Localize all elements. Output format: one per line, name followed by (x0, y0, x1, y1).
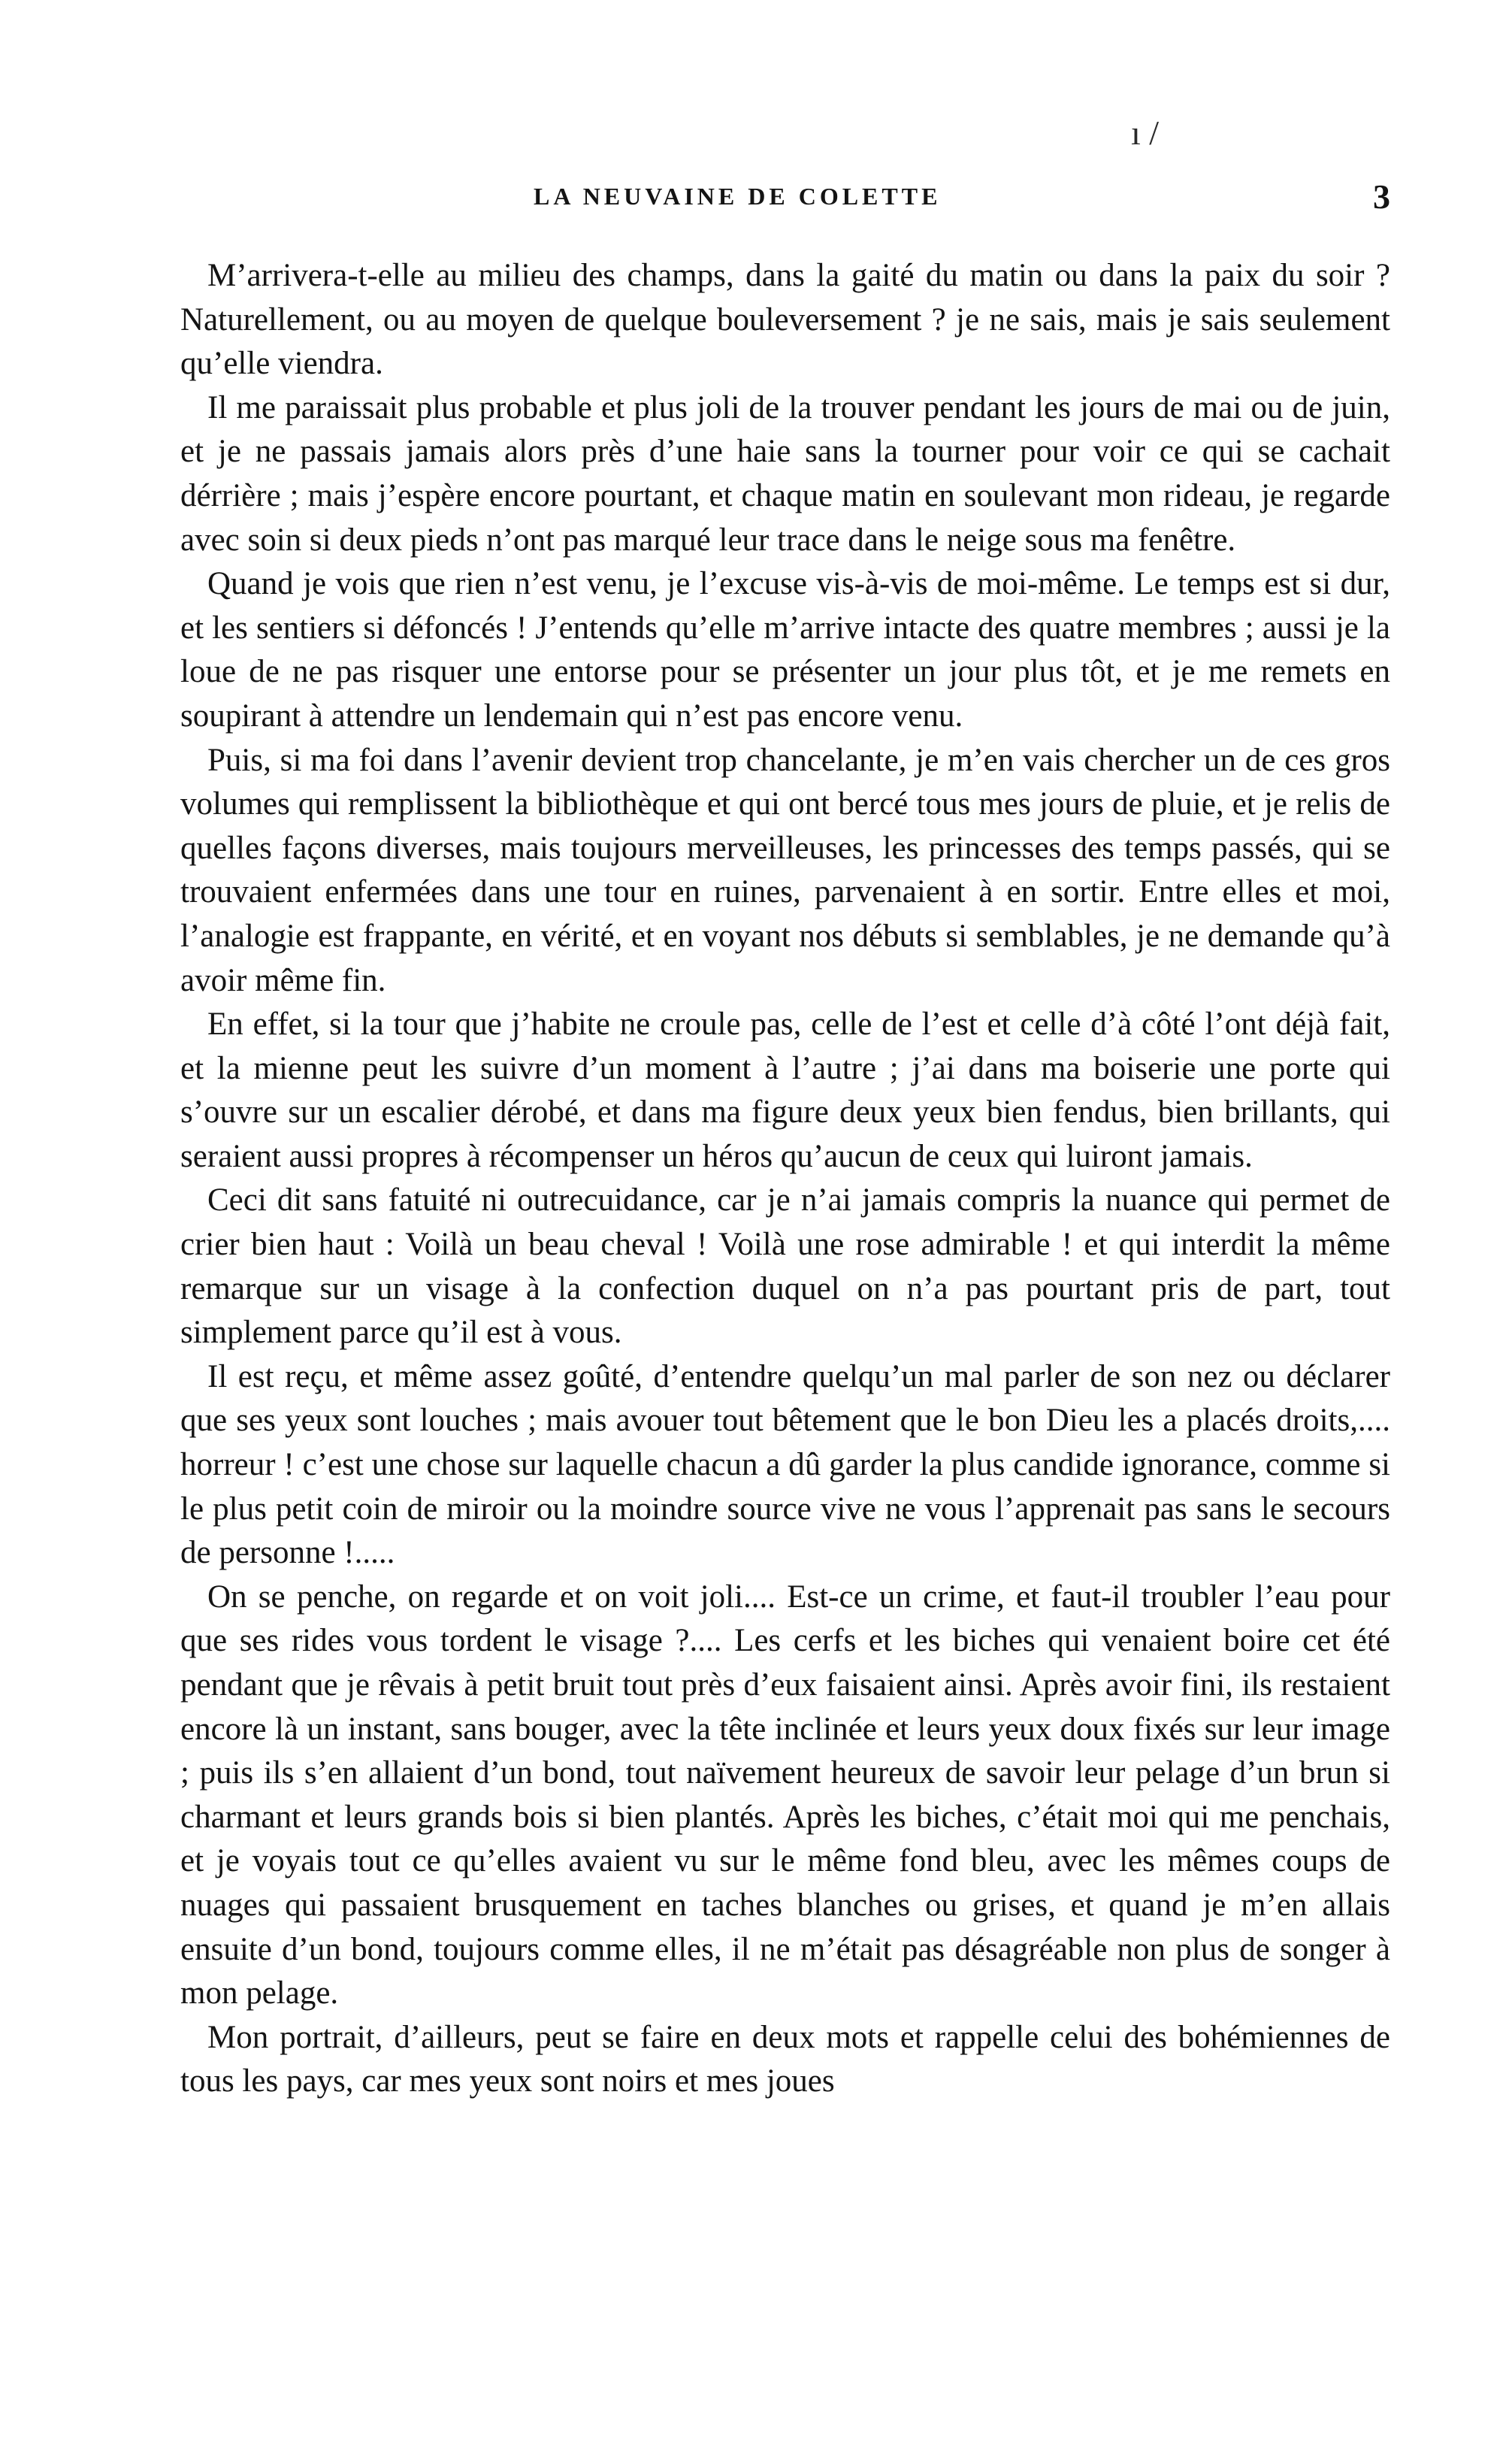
paragraph-3: Quand je vois que rien n’est venu, je l’excuse vis-à-vis de moi-même. Le temps est si dur, et les sentiers si défoncés ! J’entends qu’elle m’arrive intacte des quatre membres ; aussi je la loue de ne pas risquer une entorse pour se présenter un jour plus tôt, et je me remets en soupirant à attendre un lendemain qui n’est pas encore venu. (180, 566, 1390, 734)
paragraph-2: Il me paraissait plus probable et plus joli de la trouver pendant les jours de mai ou de juin, et je ne passais jamais alors près d’une haie sans la tourner pour voir ce qui se cachait dérrière ; mais j’espère encore pourtant, et chaque matin en soulevant mon rideau, je regarde avec soin si deux pieds n’ont pas marqué leur trace dans le neige sous ma fenêtre. (180, 389, 1390, 558)
paragraph-1: M’arrivera-t-elle au milieu des champs, dans la gaité du matin ou dans la paix du soir ? Naturellement, ou au moyen de quelque bouleversement ? je ne sais, mais je sais seulement qu’elle viendra. (180, 258, 1390, 382)
running-head (180, 177, 1390, 222)
body-text (180, 254, 1390, 2104)
paragraph-9: Mon portrait, d’ailleurs, peut se faire en deux mots et rappelle celui des bohémiennes de tous les pays, car mes yeux sont noirs et mes joues (180, 2019, 1390, 2099)
paragraph-8: On se penche, on regarde et on voit joli.... Est-ce un crime, et faut-il troubler l’eau pour que ses rides vous tordent le visage ?.... Les cerfs et les biches qui venaient boire cet été pendant que je rêvais à petit bruit tout près d’eux faisaient ainsi. Après avoir fini, ils restaient encore là un instant, sans bouger, avec la tête inclinée et leurs yeux doux fixés sur leur image ; puis ils s’en allaient d’un bond, tout naïvement heureux de savoir leur pelage d’un brun si charmant et leurs grands bois si bien plantés. Après les biches, c’était moi qui me penchais, et je voyais tout ce qu’elles avaient vu sur le même fond bleu, avec les mêmes coups de nuages qui passaient brusquement en taches blanches ou grises, et quand je m’en allais ensuite d’un bond, toujours comme elles, il ne m’était pas désagréable non plus de songer à mon pelage. (180, 1579, 1390, 2012)
margin-mark: ı / (1131, 114, 1160, 152)
paragraph-6: Ceci dit sans fatuité ni outrecuidance, car je n’ai jamais compris la nuance qui permet de crier bien haut : Voilà un beau cheval ! Voilà une rose admirable ! et qui interdit la même remarque sur un visage à la confection duquel on n’a pas pourtant pris de part, tout simplement parce qu’il est à vous. (180, 1182, 1390, 1351)
paragraph-7: Il est reçu, et même assez goûté, d’entendre quelqu’un mal parler de son nez ou déclarer que ses yeux sont louches ; mais avouer tout bêtement que le bon Dieu les a placés droits,.... horreur ! c’est une chose sur laquelle chacun a dû garder la plus candide ignorance, comme si le plus petit coin de miroir ou la moindre source vive ne vous l’apprenait pas sans le secours de personne !..... (180, 1358, 1390, 1571)
paragraph-4: Puis, si ma foi dans l’avenir devient trop chancelante, je m’en vais chercher un de ces gros volumes qui remplissent la bibliothèque et qui ont bercé tous mes jours de pluie, et je relis de quelles façons diverses, mais toujours merveilleuses, les princesses des temps passés, qui se trouvaient enfermées dans une tour en ruines, parvenaient à en sortir. Entre elles et moi, l’analogie est frappante, en vérité, et en voyant nos débuts si semblables, je ne demande qu’à avoir même fin. (180, 742, 1390, 998)
paragraph-5: En effet, si la tour que j’habite ne croule pas, celle de l’est et celle d’à côté l’ont déjà fait, et la mienne peut les suivre d’un moment à l’autre ; j’ai dans ma boiserie une porte qui s’ouvre sur un escalier dérobé, et dans ma figure deux yeux bien fendus, bien brillants, qui seraient aussi propres à récompenser un héros qu’aucun de ceux qui luiront jamais. (180, 1007, 1390, 1174)
running-title: LA NEUVAINE DE COLETTE (534, 183, 942, 210)
page-number: 3 (1373, 177, 1390, 216)
